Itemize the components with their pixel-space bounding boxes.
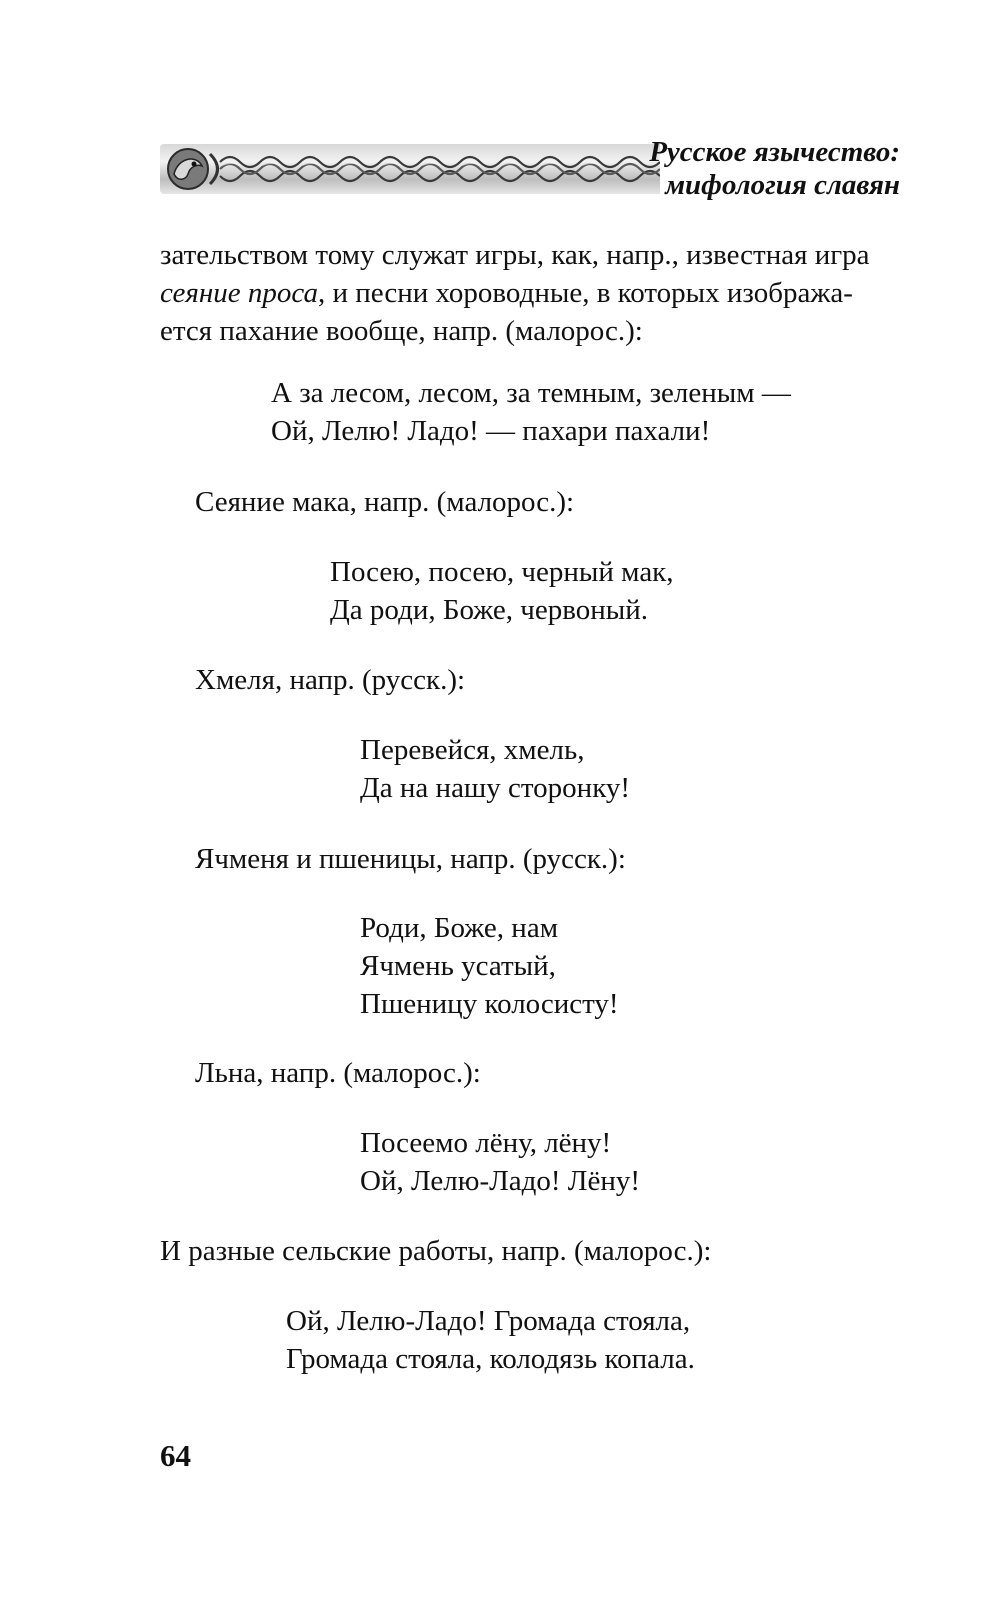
intro-paragraph xyxy=(160,236,900,350)
verse-plowing xyxy=(271,374,791,450)
running-title-line1: Русское язычество: xyxy=(649,136,900,168)
verse-flax xyxy=(360,1124,640,1200)
running-title xyxy=(649,136,900,202)
caption-hops: Хмеля, напр. (русск.): xyxy=(195,664,466,696)
verse-line: А за лесом, лесом, за темным, зеленым — xyxy=(271,377,791,409)
intro-italic-term: сеяние проса xyxy=(160,277,318,309)
running-header xyxy=(160,136,900,202)
verse-poppy xyxy=(330,553,674,629)
intro-line-3: ется пахание вообще, напр. (малорос.): xyxy=(160,315,643,347)
caption-barley-wheat: Ячменя и пшеницы, напр. (русск.): xyxy=(195,843,626,875)
verse-line: Да на нашу сторонку! xyxy=(360,772,631,804)
caption-village-work: И разные сельские работы, напр. (малорос.): xyxy=(160,1235,712,1267)
caption-poppy: Сеяние мака, напр. (малорос.): xyxy=(195,486,575,518)
running-title-line2: мифология славян xyxy=(665,169,900,201)
braid-ornament-icon xyxy=(160,144,660,194)
verse-line: Ой, Лелю! Ладо! — пахари пахали! xyxy=(271,415,711,447)
verse-hops xyxy=(360,731,630,807)
verse-line: Ой, Лелю-Ладо! Громада стояла, xyxy=(286,1305,691,1337)
verse-line: Ячмень усатый, xyxy=(360,950,556,982)
verse-village-work xyxy=(286,1302,695,1378)
verse-barley-wheat xyxy=(360,909,619,1023)
page-number: 64 xyxy=(160,1438,191,1473)
braid-ornament-banner xyxy=(160,144,660,194)
caption-flax: Льна, напр. (малорос.): xyxy=(195,1057,481,1089)
intro-line-2 xyxy=(160,274,900,312)
verse-line: Пшеницу колосисту! xyxy=(360,988,619,1020)
verse-line: Громада стояла, колодязь копала. xyxy=(286,1343,695,1375)
verse-line: Да роди, Боже, червоный. xyxy=(330,594,649,626)
verse-line: Роди, Боже, нам xyxy=(360,912,559,944)
intro-line-2-rest: , и песни хороводные, в которых изобража- xyxy=(317,277,853,309)
verse-line: Посею, посею, черный мак, xyxy=(330,556,674,588)
intro-line-1: зательством тому служат игры, как, напр., известная игра xyxy=(160,239,870,271)
verse-line: Перевейся, хмель, xyxy=(360,734,585,766)
verse-line: Посеемо лёну, лёну! xyxy=(360,1127,612,1159)
verse-line: Ой, Лелю-Ладо! Лёну! xyxy=(360,1165,641,1197)
